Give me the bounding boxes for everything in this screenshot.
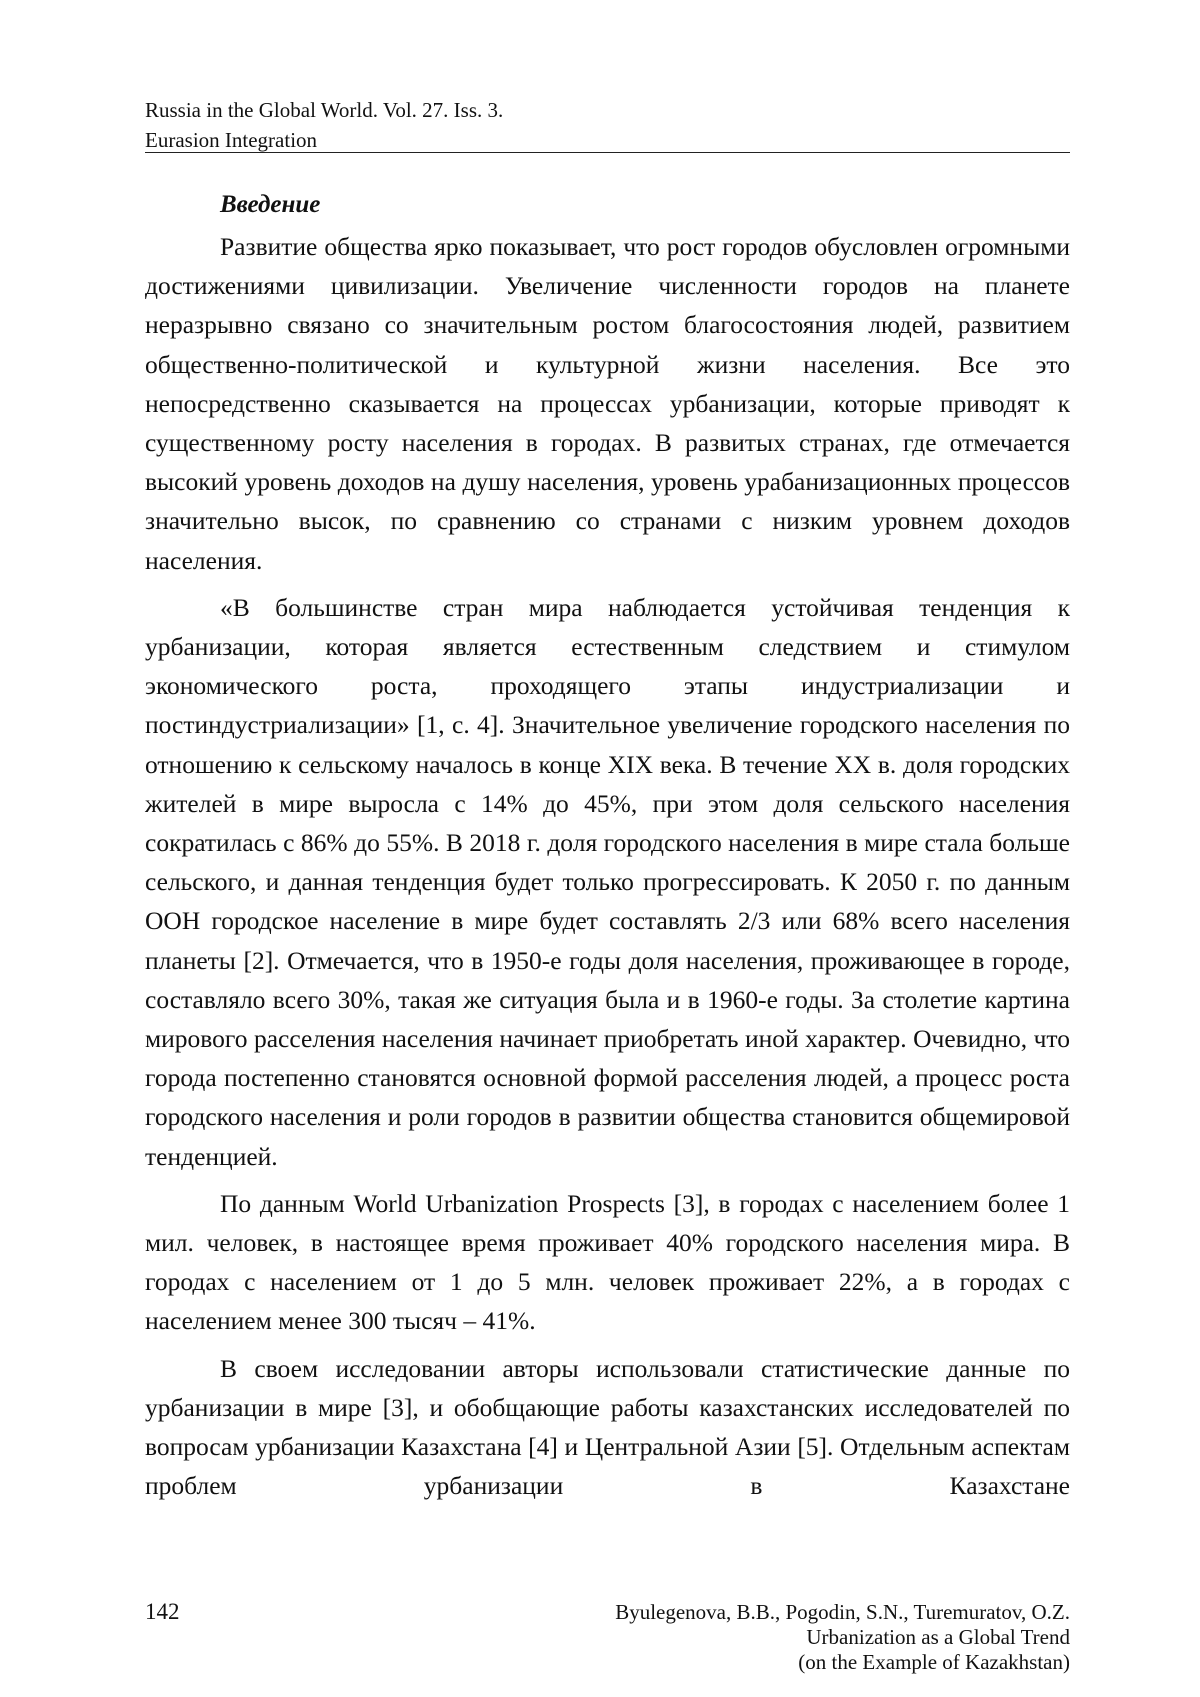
paragraph-1: Развитие общества ярко показывает, что рост городов обусловлен огромными достижениями цивилизации. Увеличение численности городов на планете неразрывно связано со значительным ростом благосостояния людей, развитием общественно-политической и культурной жизни населения. Все это непосредственно сказывается на процессах урбанизации, которые приводят к существенному росту населения в городах. В развитых странах, где отмечается высокий уровень доходов на душу населения, уровень урабанизационных процессов значительно высок, по сравнению со странами с низким уровнем доходов населения. xyxy=(145,227,1070,580)
paragraph-4: В своем исследовании авторы использовали статистические данные по урбанизации в мире [3], и обобщающие работы казахстанских исследователей по вопросам урбанизации Казахстана [4] и Центральной Азии [5]. Отдельным аспектам проблем урбанизации в Казахстане xyxy=(145,1349,1070,1506)
journal-line: Russia in the Global World. Vol. 27. Iss. 3. xyxy=(145,95,1070,125)
footer-title-line2: (on the Example of Kazakhstan) xyxy=(510,1650,1070,1675)
running-footer-citation xyxy=(510,1600,1070,1675)
footer-title-line1: Urbanization as a Global Trend xyxy=(510,1625,1070,1650)
running-header xyxy=(145,95,1070,155)
header-divider xyxy=(145,152,1070,153)
footer-authors: Byulegenova, B.B., Pogodin, S.N., Turemuratov, O.Z. xyxy=(510,1600,1070,1625)
paragraph-2: «В большинстве стран мира наблюдается устойчивая тенденция к урбанизации, которая является естественным следствием и стимулом экономического роста, проходящего этапы индустриализации и постиндустриализации» [1, с. 4]. Значительное увеличение городского населения по отношению к сельскому началось в конце XIX века. В течение XX в. доля городских жителей в мире выросла с 14% до 45%, при этом доля сельского населения сократилась с 86% до 55%. В 2018 г. доля городского населения в мире стала больше сельского, и данная тенденция будет только прогрессировать. К 2050 г. по данным ООН городское население в мире будет составлять 2/3 или 68% всего населения планеты [2]. Отмечается, что в 1950-е годы доля населения, проживающее в городе, составляло всего 30%, такая же ситуация была и в 1960-е годы. За столетие картина мирового расселения населения начинает приобретать иной характер. Очевидно, что города постепенно становятся основной формой расселения людей, а процесс роста городского населения и роли городов в развитии общества становится общемировой тенденцией. xyxy=(145,588,1070,1176)
section-line: Eurasion Integration xyxy=(145,125,1070,155)
article-body xyxy=(145,185,1070,1514)
page-number: 142 xyxy=(145,1598,180,1626)
section-title: Введение xyxy=(220,185,1070,225)
paragraph-3: По данным World Urbanization Prospects [3], в городах с населением более 1 мил. человек, в настоящее время проживает 40% городского населения мира. В городах с населением от 1 до 5 млн. человек проживает 22%, а в городах с населением менее 300 тысяч – 41%. xyxy=(145,1184,1070,1341)
